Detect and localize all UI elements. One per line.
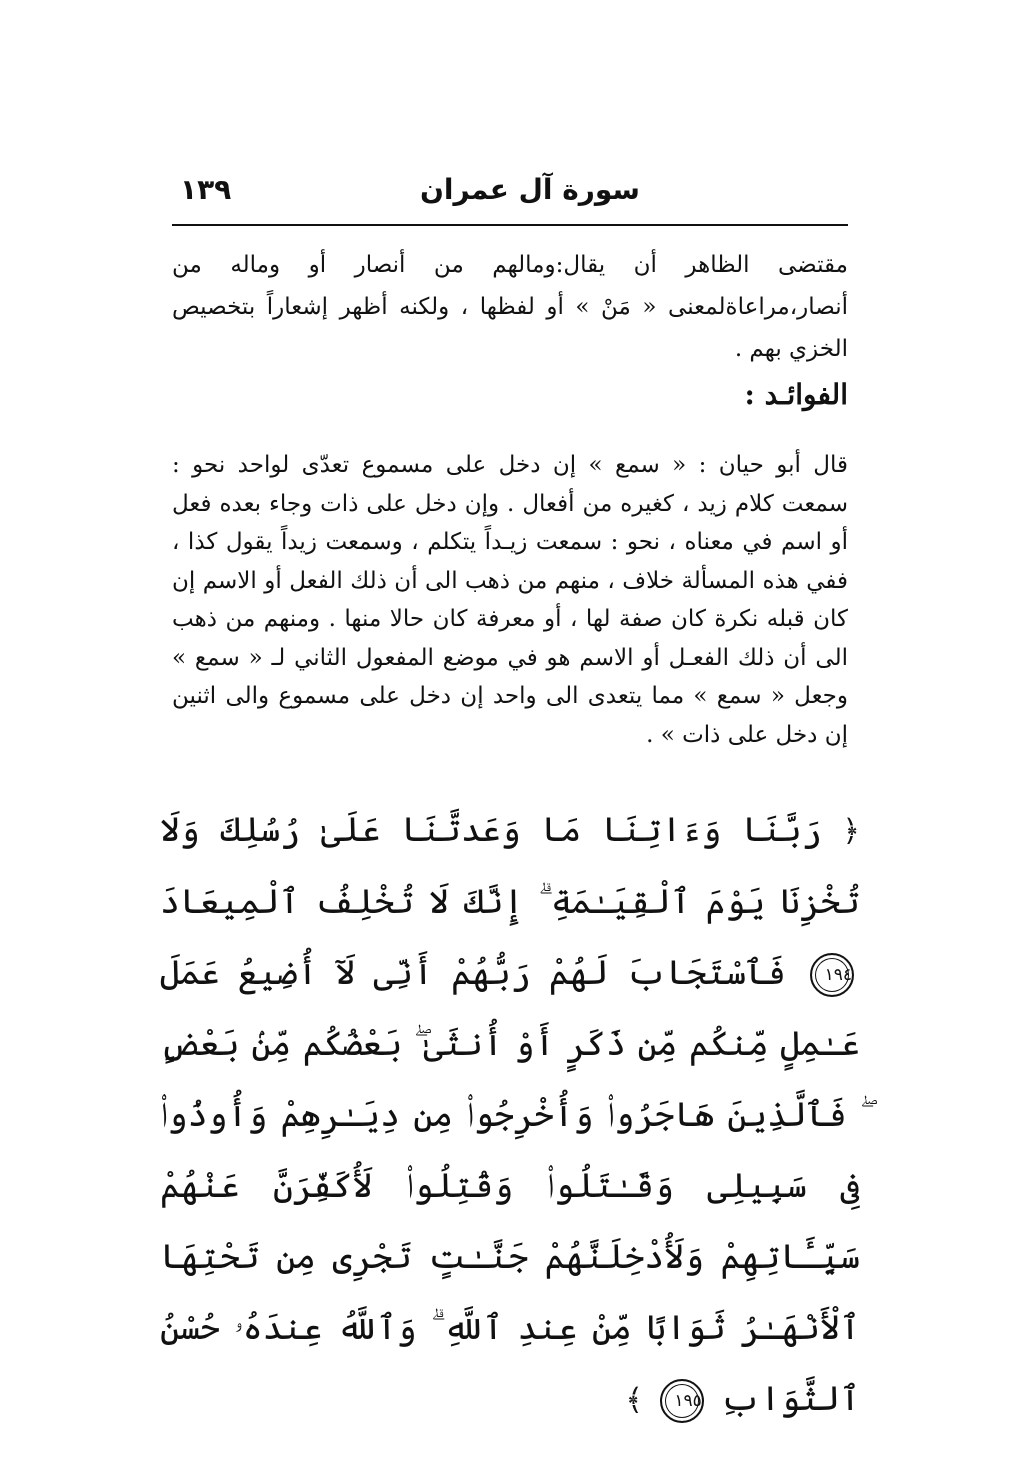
verse-text-2: فَٱسْتَجَابَ لَهُمْ رَبُّهُمْ أَنِّى لَآ أُضِيعُ عَمَلَ عَـٰمِلٍ مِّنكُم مِّن ذَكَرٍ أَوْ أُنثَىٰ ۖ بَعْضُكُم مِّنۢ بَعْضٍ ۖ فَٱلَّذِينَ هَاجَرُوا۟ وَأُخْرِجُوا۟ مِن دِيَـٰرِهِمْ وَأُوذُوا۟ فِى سَبِيلِى وَقَـٰتَلُوا۟ وَقُتِلُوا۟ لَأُكَفِّرَنَّ عَنْهُمْ سَيِّـَٔاتِهِمْ وَلَأُدْخِلَنَّهُمْ جَنَّـٰتٍ تَجْرِى مِن تَحْتِهَا ٱلْأَنْهَـٰرُ ثَوَابًا مِّنْ عِندِ ٱللَّهِ ۗ وَٱللَّهُ عِندَهُۥ حُسْنُ ٱلثَّوَابِ	[160, 953, 860, 1419]
ayah-number-marker: ١٩٥	[660, 1379, 704, 1423]
page-number: ١٣٩	[180, 173, 232, 206]
verse-open-bracket: ﴿	[842, 814, 860, 849]
intro-paragraph: مقتضى الظاهر أن يقال:ومالهم من أنصار أو وماله من أنصار،مراعاةلمعنى « مَنْ » أو لفظها ، ولكنه أظهر إشعاراً بتخصيص الخزي بهم .	[172, 252, 848, 362]
header-rule	[172, 224, 848, 226]
surah-title: سورة آل عمران	[420, 173, 640, 206]
quran-verse-block	[160, 795, 860, 1436]
ayah-number-marker: ١٩٤	[810, 953, 854, 997]
section-heading: الفوائـد :	[744, 378, 848, 411]
verse-close-bracket: ﴾	[625, 1383, 643, 1418]
body-paragraph: قال أبو حيان : « سمع » إن دخل على مسموع تعدّى لواحد نحو : سمعت كلام زيد ، كغيره من أفعال . وإن دخل على ذات وجاء بعده فعل أو اسم في معناه ، نحو : سمعت زيـداً يتكلم ، وسمعت زيداً يقول كذا ، ففي هذه المسألة خلاف ، منهم من ذهب الى أن ذلك الفعل أو الاسم إن كان قبله نكرة كان صفة لها ، أو معرفة كان حالا منها . ومنهم من ذهب الى أن ذلك الفعـل أو الاسم هو في موضع المفعول الثاني لـ « سمع » وجعل « سمع » مما يتعدى الى واحد إن دخل على مسموع والى اثنين إن دخل على ذات » .	[172, 452, 848, 748]
verse-text-1: رَبَّنَا وَءَاتِنَا مَا وَعَدتَّنَا عَلَىٰ رُسُلِكَ وَلَا تُخْزِنَا يَوْمَ ٱلْقِيَـٰمَةِ ۗ إِنَّكَ لَا تُخْلِفُ ٱلْمِيعَادَ	[160, 810, 860, 922]
